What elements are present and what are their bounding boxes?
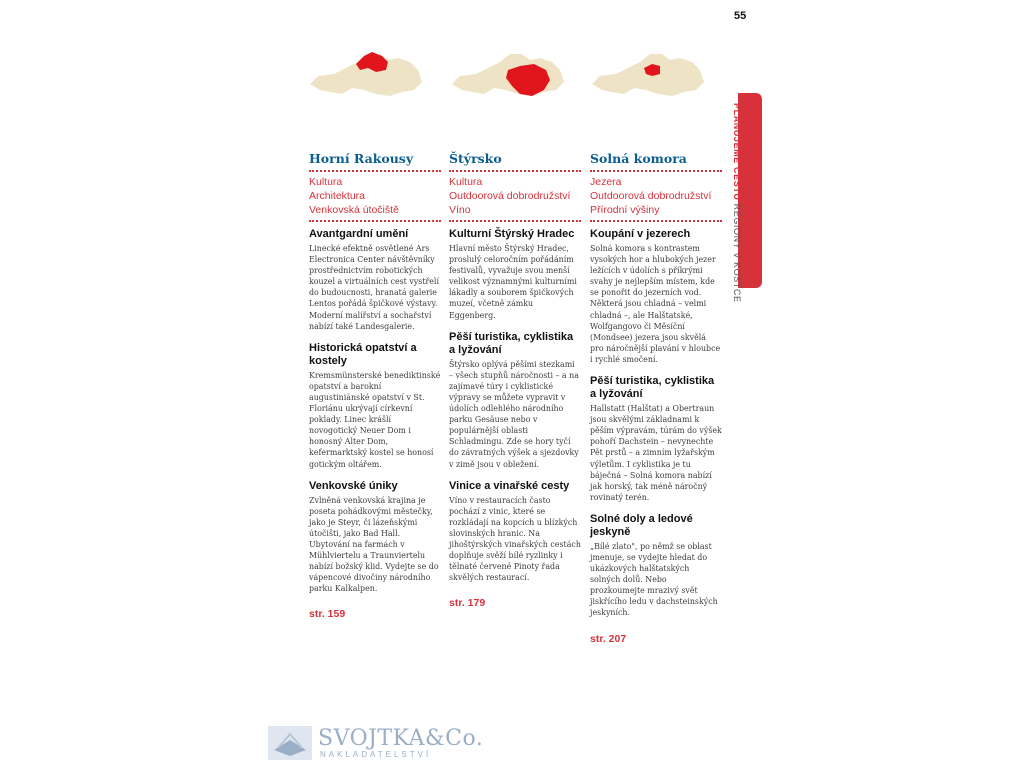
map-styria-icon: [448, 40, 568, 104]
highlights-list: [449, 172, 581, 222]
section: [590, 513, 722, 619]
section-text: Kremsmünsterské benediktinské opatství a barokní augustiniánské opatství v St. Floriánu ukrývají církevní poklady. Linec krášlí novogotický Neuer Dom i honosný Alter Dom, kefermarktský kostel se honosí gotickým oltářem.: [309, 370, 441, 469]
section-text: Víno v restauracích často pochází z vinic, které se rozkládají na kopcích u blízkých slovinských hranic. Na jihoštýrských vinařských cestách doplňuje svěží bílé ryzlinky i tělnaté červené Pinoty řada skvělých restaurací.: [449, 495, 581, 583]
publisher-logo: [268, 726, 484, 762]
highlight-item: Jezera: [590, 176, 622, 188]
region-column-salzkammergut: [590, 150, 722, 645]
section: [590, 228, 722, 365]
highlight-item: Přírodní výšiny: [590, 204, 660, 216]
section-text: Štýrsko oplývá pěšími stezkami – všech stupňů náročnosti – a na zajímavé túry i cyklistické výpravy se můžete vypravit v údolích odlehlého národního parku Gesäuse nebo v populárnější oblasti Schladmingu. Zde se hory tyčí do závratných výšek a sjezdovky v zimě jsou v obležení.: [449, 359, 579, 469]
map-salzkammergut-icon: [588, 40, 708, 104]
highlight-item: Víno: [449, 204, 471, 216]
publisher-name: SVOJTKA&Co.: [318, 726, 484, 751]
region-title: Solná komora: [590, 150, 722, 172]
section-heading: Kulturní Štýrský Hradec: [449, 228, 575, 240]
section: [590, 375, 722, 503]
section-text: „Bílé zlato", po němž se oblast jmenuje, se vydejte hledat do ukázkových halštatských solných dolů. Nebo prozkoumejte mrazivý svět jiskřícího ledu v dachsteinských jeskyních.: [590, 541, 718, 618]
section-heading: Pěší turistika, cyklistika a lyžování: [590, 375, 715, 401]
region-title: Štýrsko: [449, 150, 581, 172]
section-heading: Avantgardní umění: [309, 228, 409, 240]
highlight-item: Architektura: [309, 190, 366, 202]
section-heading: Historická opatství a kostely: [309, 341, 417, 367]
highlight-item: Kultura: [309, 176, 343, 188]
section: [309, 342, 441, 470]
section-text: Hallstatt (Halštat) a Obertraun jsou skvělými základnami k pěším výpravám, túrám do výšek pohoří Dachstein – nevynechte Pět prstů – a zimním lyžařským výletům. I cyklistika je tu báječná – Solná komora nabízí jak horský, tak méně náročný rovinatý terén.: [590, 404, 722, 502]
section-tab-label-normal: REGIONY V KOSTCE: [732, 200, 742, 303]
section-text: Zvlněná venkovská krajina je poseta pohádkovými městečky, jako je Steyr, či lázeňskými útočišti, jako Bad Hall. Ubytování na farmách v Mühlviertelu a Traunviertelu nabízí božský klid. Vydejte se do vápencové divočiny národního parku Kalkalpen.: [309, 495, 439, 594]
section: [309, 228, 441, 332]
section-tab-label: [726, 103, 742, 313]
highlight-item: Outdoorová dobrodružství: [590, 190, 712, 202]
highlight-item: Outdoorová dobrodružství: [449, 190, 571, 202]
book-logo-icon: [268, 726, 312, 760]
page-reference: str. 207: [590, 632, 627, 645]
region-column-styria: [449, 150, 581, 609]
section-heading: Koupání v jezerech: [590, 228, 691, 240]
page-number: 55: [734, 10, 747, 22]
publisher-subtitle: NAKLADATELSTVÍ: [320, 750, 432, 759]
highlights-list: [590, 172, 722, 222]
highlights-list: [309, 172, 441, 222]
section-heading: Pěší turistika, cyklistika a lyžování: [449, 330, 574, 356]
section: [309, 480, 441, 595]
page-reference: str. 159: [309, 608, 346, 621]
region-column-upper-austria: [309, 150, 441, 620]
map-upper-austria-icon: [306, 40, 426, 104]
section-heading: Vinice a vinařské cesty: [449, 479, 570, 492]
section: [449, 480, 581, 584]
page-reference: str. 179: [449, 597, 486, 610]
section-text: Linecké efektně osvětlené Ars Electronica Center návštěvníky prostřednictvím robotických kouzel a virtuálních cest vystřelí do budoucnosti, hranatá galerie Lentos pořádá špičkové výstavy. Moderní malířství a sochařství nabízí také Landesgalerie.: [309, 244, 439, 331]
highlight-item: Kultura: [449, 176, 483, 188]
highlight-item: Venkovská útočiště: [309, 204, 399, 216]
section-tab-label-bold: PLÁNUJEME CESTU: [732, 103, 742, 201]
section: [449, 331, 581, 470]
section-heading: Solné doly a ledové jeskyně: [590, 512, 693, 538]
section-text: Solná komora s kontrastem vysokých hor a hlubokých jezer ležících v údolích s příkrými svahy je nejlepším místem, kde se ponořit do jezerních vod. Některá jsou chladná – velmi chladná –, ale Halštatské, Wolfgangovo či Měsíční (Mondsee) jezera jsou skvělá pro náročnější plavání v hloubce i rychlé smočení.: [590, 244, 721, 364]
section: [449, 228, 581, 321]
section-text: Hlavní město Štýrský Hradec, proslulý celoročním pořádáním festivalů, vyvažuje svou menší velikost významnými kulturními lákadly a souborem špičkových muzeí, včetně zámku Eggenberg.: [449, 244, 577, 320]
region-title: Horní Rakousy: [309, 150, 441, 172]
section-heading: Venkovské úniky: [309, 479, 398, 492]
